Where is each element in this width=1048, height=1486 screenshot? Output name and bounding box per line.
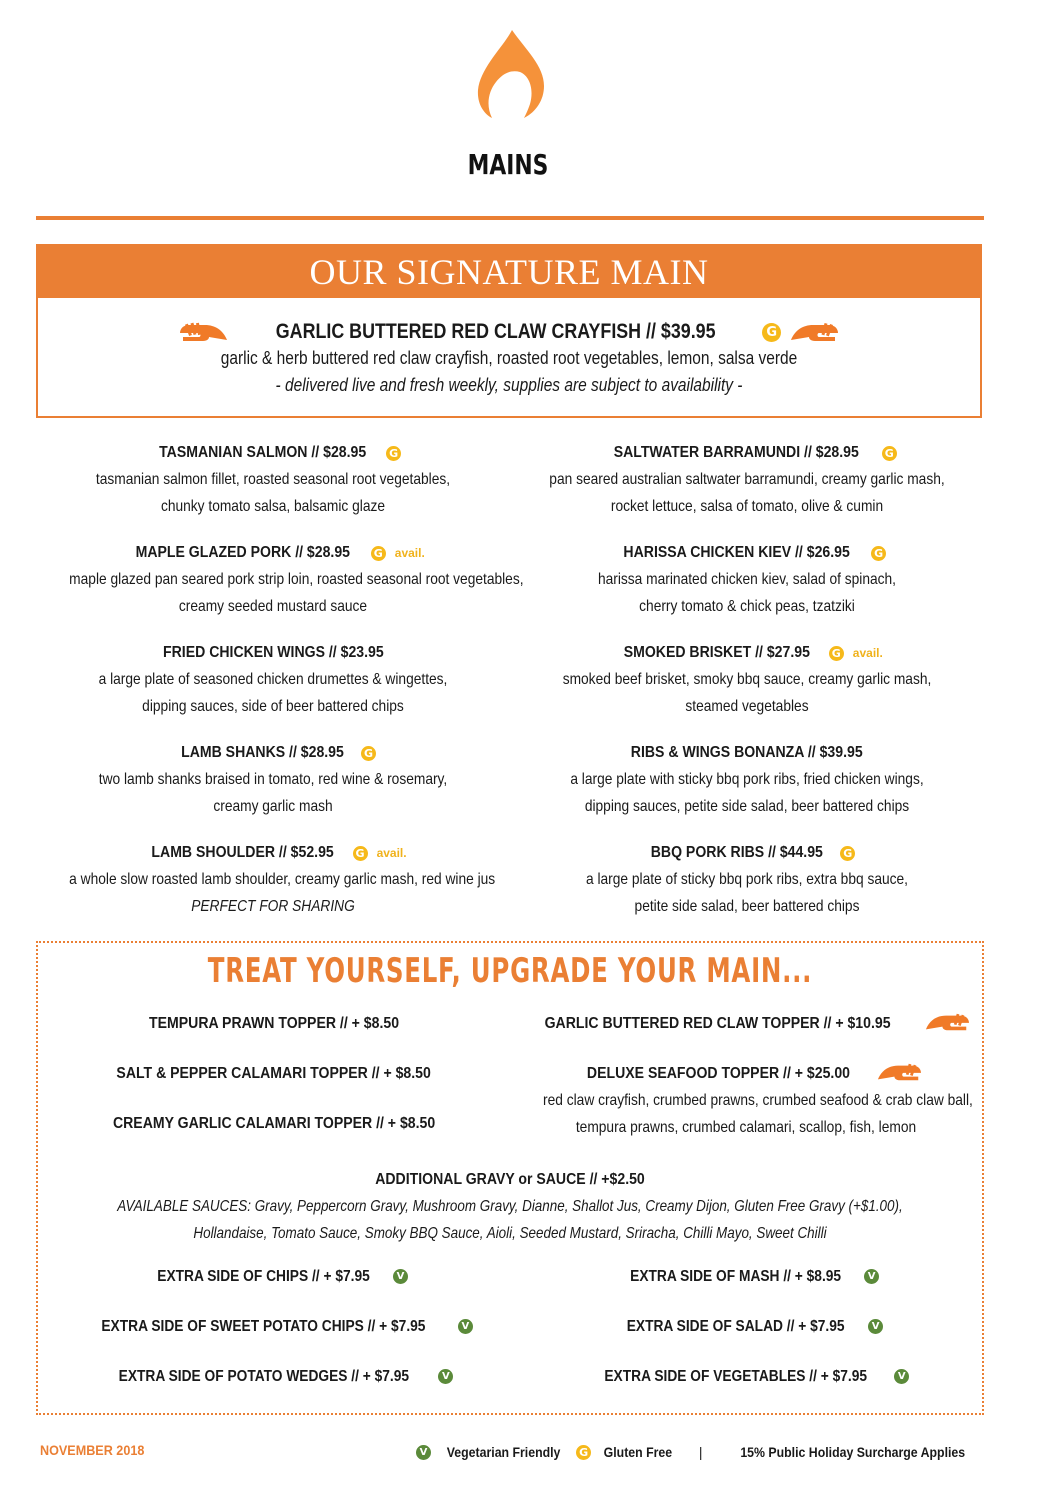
side-item <box>38 1265 510 1315</box>
gluten-free-icon: G <box>882 446 897 461</box>
topper-name: SALT & PEPPER CALAMARI TOPPER // + $8.50 <box>116 1065 432 1082</box>
vegetarian-icon: V <box>864 1269 879 1284</box>
gluten-free-icon: G <box>361 746 376 761</box>
menu-item-description: harissa marinated chicken kiev, salad of spinach, <box>597 571 897 588</box>
menu-item-name: RIBS & WINGS BONANZA // $39.95 <box>631 744 863 761</box>
menu-item <box>36 740 510 840</box>
mains-list <box>36 440 984 940</box>
menu-item <box>36 640 510 740</box>
menu-item-description: dipping sauces, side of beer battered chips <box>142 698 404 715</box>
gluten-free-icon: G <box>762 323 781 342</box>
sauce-list: Hollandaise, Tomato Sauce, Smoky BBQ Sauce, Aioli, Seeded Mustard, Sriracha, Chilli Mayo, Sweet Chilli <box>193 1225 827 1242</box>
menu-item <box>510 640 984 740</box>
dietary-legend <box>416 1444 980 1460</box>
side-item <box>510 1315 982 1365</box>
prawn-icon <box>875 1061 923 1083</box>
side-item <box>510 1265 982 1315</box>
menu-item-description: maple glazed pan seared pork strip loin, roasted seasonal root vegetables, <box>69 571 524 588</box>
menu-item-name: BBQ PORK RIBS // $44.95 <box>650 844 823 861</box>
topper-item <box>510 1061 982 1141</box>
menu-item-note: PERFECT FOR SHARING <box>191 898 355 915</box>
menu-item-name: LAMB SHOULDER // $52.95 <box>151 844 335 861</box>
side-item <box>510 1365 982 1415</box>
menu-item <box>36 540 524 640</box>
topper-name: CREAMY GARLIC CALAMARI TOPPER // + $8.50 <box>112 1115 436 1132</box>
side-item <box>38 1315 510 1365</box>
menu-item <box>510 740 984 840</box>
menu-item <box>36 840 510 940</box>
topper-item <box>510 1011 982 1061</box>
side-name: EXTRA SIDE OF MASH // + $8.95 <box>630 1268 841 1285</box>
topper-item <box>38 1061 510 1111</box>
page-title: MAINS <box>467 148 549 181</box>
menu-item-description: petite side salad, beer battered chips <box>634 898 860 915</box>
prawn-icon <box>179 320 229 344</box>
prawn-icon <box>923 1011 971 1033</box>
vegetarian-icon: V <box>438 1369 453 1384</box>
side-name: EXTRA SIDE OF CHIPS // + $7.95 <box>157 1268 370 1285</box>
menu-item <box>36 440 510 540</box>
menu-item-description: tasmanian salmon fillet, roasted seasonal root vegetables, <box>95 471 451 488</box>
menu-item-description: cherry tomato & chick peas, tzatziki <box>639 598 855 615</box>
toppers-left-column <box>38 1011 510 1161</box>
gluten-free-icon: G <box>353 846 368 861</box>
vegetarian-icon: V <box>393 1269 408 1284</box>
menu-item-description: dipping sauces, petite side salad, beer battered chips <box>584 798 910 815</box>
side-name: EXTRA SIDE OF SALAD // + $7.95 <box>626 1318 845 1335</box>
legend-gluten-free-label: Gluten Free <box>603 1444 673 1460</box>
side-item <box>38 1365 510 1415</box>
gluten-free-icon: G <box>371 546 386 561</box>
menu-item-name: LAMB SHANKS // $28.95 <box>181 744 344 761</box>
vegetarian-icon: V <box>458 1319 473 1334</box>
sides-right-column <box>510 1265 982 1415</box>
menu-item-description: rocket lettuce, salsa of tomato, olive & cumin <box>610 498 884 515</box>
menu-item-description: steamed vegetables <box>685 698 809 715</box>
legend-vegetarian-label: Vegetarian Friendly <box>446 1444 561 1460</box>
upgrade-heading: TREAT YOURSELF, UPGRADE YOUR MAIN... <box>207 951 813 991</box>
mains-left-column <box>36 440 524 940</box>
signature-item-description: garlic & herb buttered red claw crayfish, roasted root vegetables, lemon, salsa verde <box>220 348 798 368</box>
gluten-free-available-label: avail. <box>394 546 425 560</box>
sides-list <box>38 1265 982 1415</box>
menu-item-description: a large plate of seasoned chicken drumettes & wingettes, <box>98 671 448 688</box>
side-name: EXTRA SIDE OF VEGETABLES // + $7.95 <box>604 1368 867 1385</box>
mains-right-column <box>510 440 984 940</box>
gluten-free-icon: G <box>840 846 855 861</box>
gluten-free-icon: G <box>829 646 844 661</box>
sauce-name: ADDITIONAL GRAVY or SAUCE // +$2.50 <box>375 1171 645 1188</box>
menu-date: NOVEMBER 2018 <box>40 1442 145 1458</box>
topper-description: red claw crayfish, crumbed prawns, crumbed seafood & crab claw ball, <box>543 1092 973 1109</box>
menu-item-description: a whole slow roasted lamb shoulder, creamy garlic mash, red wine jus <box>69 871 496 888</box>
surcharge-notice: 15% Public Holiday Surcharge Applies <box>739 1444 965 1460</box>
sides-left-column <box>38 1265 510 1415</box>
flame-icon <box>474 28 546 120</box>
upgrade-section <box>36 941 984 1415</box>
topper-item <box>38 1111 510 1161</box>
vegetarian-icon: V <box>416 1445 431 1460</box>
signature-heading: OUR SIGNATURE MAIN <box>38 246 980 298</box>
signature-item <box>38 320 980 396</box>
legend-separator: | <box>698 1444 703 1460</box>
menu-item-name: MAPLE GLAZED PORK // $28.95 <box>135 544 351 561</box>
gluten-free-available-label: avail. <box>852 646 883 660</box>
topper-name: DELUXE SEAFOOD TOPPER // + $25.00 <box>586 1065 850 1082</box>
gluten-free-icon: G <box>576 1445 591 1460</box>
topper-name: TEMPURA PRAWN TOPPER // + $8.50 <box>148 1015 399 1032</box>
menu-item <box>510 840 984 940</box>
menu-item-name: SMOKED BRISKET // $27.95 <box>623 644 811 661</box>
menu-item-description: a large plate of sticky bbq pork ribs, extra bbq sauce, <box>585 871 908 888</box>
menu-item-name: SALTWATER BARRAMUNDI // $28.95 <box>613 444 860 461</box>
vegetarian-icon: V <box>894 1369 909 1384</box>
header-divider <box>36 216 984 220</box>
menu-item-description: creamy seeded mustard sauce <box>178 598 368 615</box>
topper-name: GARLIC BUTTERED RED CLAW TOPPER // + $10.95 <box>545 1015 891 1032</box>
menu-item-description: creamy garlic mash <box>213 798 333 815</box>
gluten-free-icon: G <box>386 446 401 461</box>
menu-item-description: a large plate with sticky bbq pork ribs, fried chicken wings, <box>570 771 924 788</box>
toppers-list <box>38 1011 982 1161</box>
prawn-icon <box>789 320 839 344</box>
side-name: EXTRA SIDE OF POTATO WEDGES // + $7.95 <box>118 1368 409 1385</box>
sauce-list: AVAILABLE SAUCES: Gravy, Peppercorn Gravy, Mushroom Gravy, Dianne, Shallot Jus, Creamy Dijon, Gluten Free Gravy (+$1.00), <box>117 1198 903 1215</box>
menu-item-description: smoked beef brisket, smoky bbq sauce, creamy garlic mash, <box>562 671 932 688</box>
menu-item-name: TASMANIAN SALMON // $28.95 <box>158 444 367 461</box>
topper-description: tempura prawns, crumbed calamari, scallop, fish, lemon <box>575 1119 917 1136</box>
side-name: EXTRA SIDE OF SWEET POTATO CHIPS // + $7.95 <box>101 1318 426 1335</box>
menu-item <box>510 440 984 540</box>
sauce-item <box>38 1167 982 1247</box>
menu-item <box>510 540 984 640</box>
menu-item-description: chunky tomato salsa, balsamic glaze <box>160 498 386 515</box>
signature-main-box <box>36 244 982 418</box>
menu-item-description: two lamb shanks braised in tomato, red wine & rosemary, <box>98 771 448 788</box>
vegetarian-icon: V <box>868 1319 883 1334</box>
menu-item-name: HARISSA CHICKEN KIEV // $26.95 <box>623 544 850 561</box>
topper-item <box>38 1011 510 1061</box>
gluten-free-icon: G <box>871 546 886 561</box>
signature-item-note: - delivered live and fresh weekly, supplies are subject to availability - <box>275 375 743 395</box>
menu-item-name: FRIED CHICKEN WINGS // $23.95 <box>162 644 384 661</box>
gluten-free-available-label: avail. <box>376 846 407 860</box>
toppers-right-column <box>510 1011 982 1161</box>
menu-item-description: pan seared australian saltwater barramundi, creamy garlic mash, <box>549 471 945 488</box>
signature-item-name: GARLIC BUTTERED RED CLAW CRAYFISH // $39.95 <box>275 320 716 343</box>
